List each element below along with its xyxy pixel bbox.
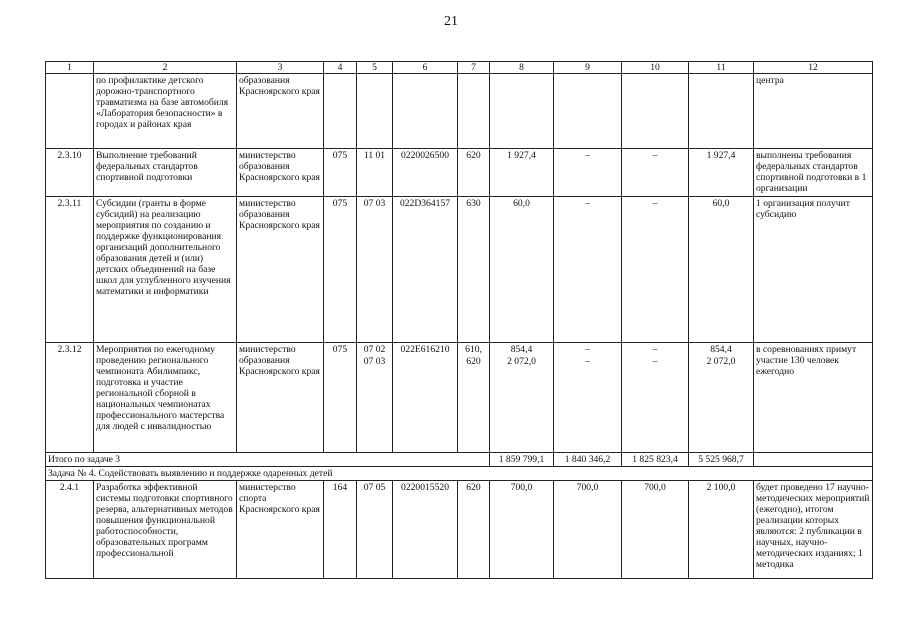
expected-result: центра — [754, 74, 873, 149]
table-row — [46, 481, 873, 579]
activity-name: Мероприятия по ежегодному проведению регионального чемпионата Абилимпикс, подготовка и участие региональной сборной в национальных чемпионатах профессионального мастерства для людей с инвалидностью — [94, 343, 237, 453]
total-label: Итого по задаче 3 — [46, 453, 490, 467]
value-total: 60,0 — [689, 197, 754, 343]
page-number: 21 — [444, 14, 458, 29]
expense-type-code: 630 — [458, 197, 490, 343]
value-year3: – — [622, 149, 689, 197]
task-heading: Задача № 4. Содействовать выявлению и поддержке одаренных детей — [46, 467, 873, 481]
value-year1-b: 2 072,0 — [507, 356, 536, 367]
table-row — [46, 74, 873, 149]
row-number: 2.3.11 — [46, 197, 94, 343]
row-number: 2.4.1 — [46, 481, 94, 579]
expected-result: будет проведено 17 научно-методических мероприятий (ежегодно), итогом реализации которых являются: 2 публикации в научных, научно-методических изданиях; 1 методика — [754, 481, 873, 579]
grbs-code: 075 — [324, 197, 357, 343]
section-code — [357, 343, 393, 453]
expected-result: в соревнованиях примут участие 130 человек ежегодно — [754, 343, 873, 453]
value-year1: 60,0 — [490, 197, 554, 343]
target-item-code: 022D364157 — [393, 197, 458, 343]
value-total — [689, 343, 754, 453]
header-cell: 5 — [357, 62, 393, 74]
value-year3-b: – — [652, 356, 658, 367]
header-cell: 12 — [754, 62, 873, 74]
value-year3: 700,0 — [622, 481, 689, 579]
value-year2: – — [554, 197, 622, 343]
value-total-b: 2 072,0 — [706, 356, 736, 367]
target-item-code: 022E616210 — [393, 343, 458, 453]
header-cell: 11 — [689, 62, 754, 74]
grbs-code: 075 — [324, 149, 357, 197]
header-cell: 7 — [458, 62, 490, 74]
section-code-b: 07 03 — [363, 356, 386, 367]
value-year2 — [554, 343, 622, 453]
executor: образования Красноярского края — [237, 74, 324, 149]
grbs-code: 075 — [324, 343, 357, 453]
header-cell: 9 — [554, 62, 622, 74]
value-year2: 700,0 — [554, 481, 622, 579]
executor: министерство образования Красноярского края — [237, 343, 324, 453]
header-cell: 3 — [237, 62, 324, 74]
expense-type-code-b: 620 — [466, 356, 481, 367]
header-row — [46, 62, 873, 74]
value-year3 — [622, 343, 689, 453]
task-heading-row — [46, 467, 873, 481]
value-year2: – — [554, 149, 622, 197]
header-cell: 8 — [490, 62, 554, 74]
table-row — [46, 197, 873, 343]
value-year1: 700,0 — [490, 481, 554, 579]
row-number — [46, 74, 94, 149]
value-total: 2 100,0 — [689, 481, 754, 579]
grbs-code: 164 — [324, 481, 357, 579]
section-code: 07 03 — [357, 197, 393, 343]
activity-name: Субсидии (гранты в форме субсидий) на реализацию мероприятия по созданию и поддержке функционирования организаций дополнительного образования детей и (или) детских объединений на базе школ для углубленного изучения математики и информатики — [94, 197, 237, 343]
expense-type-code — [458, 343, 490, 453]
total-year3: 1 825 823,4 — [622, 453, 689, 467]
header-cell: 10 — [622, 62, 689, 74]
executor: министерство образования Красноярского края — [237, 149, 324, 197]
value-year2-b: – — [585, 356, 590, 367]
total-row — [46, 453, 873, 467]
value-year3: – — [622, 197, 689, 343]
target-item-code: 0220026500 — [393, 149, 458, 197]
expense-type-code: 620 — [458, 149, 490, 197]
value-total-a: 854,4 — [710, 344, 732, 355]
total-year2: 1 840 346,2 — [554, 453, 622, 467]
value-year2-a: – — [585, 344, 590, 355]
header-cell: 2 — [94, 62, 237, 74]
total-year1: 1 859 799,1 — [490, 453, 554, 467]
value-total: 1 927,4 — [689, 149, 754, 197]
expense-type-code: 620 — [458, 481, 490, 579]
value-year1-a: 854,4 — [510, 344, 533, 355]
section-code-a: 07 02 — [363, 344, 386, 355]
value-year1 — [490, 343, 554, 453]
total-sum: 5 525 968,7 — [689, 453, 754, 467]
header-cell: 6 — [393, 62, 458, 74]
value-year3-a: – — [652, 344, 658, 355]
value-year1: 1 927,4 — [490, 149, 554, 197]
expense-type-code-a: 610, — [465, 344, 482, 355]
header-cell: 1 — [46, 62, 94, 74]
row-number: 2.3.10 — [46, 149, 94, 197]
executor: министерство образования Красноярского края — [237, 197, 324, 343]
program-table — [45, 61, 873, 579]
section-code: 11 01 — [357, 149, 393, 197]
expected-result: 1 организация получит субсидию — [754, 197, 873, 343]
table-row — [46, 149, 873, 197]
row-number: 2.3.12 — [46, 343, 94, 453]
table-row — [46, 343, 873, 453]
target-item-code: 0220015520 — [393, 481, 458, 579]
header-cell: 4 — [324, 62, 357, 74]
expected-result: выполнены требования федеральных стандартов спортивной подготовки в 1 организации — [754, 149, 873, 197]
activity-name: Выполнение требований федеральных стандартов спортивной подготовки — [94, 149, 237, 197]
executor: министерство спорта Красноярского края — [237, 481, 324, 579]
activity-name: Разработка эффективной системы подготовки спортивного резерва, альтернативных методов повышения функциональной работоспособности, образовательных программ профессиональной — [94, 481, 237, 579]
section-code: 07 05 — [357, 481, 393, 579]
activity-name: по профилактике детского дорожно-транспортного травматизма на базе автомобиля «Лаборатория безопасности» в городах и районах края — [94, 74, 237, 149]
